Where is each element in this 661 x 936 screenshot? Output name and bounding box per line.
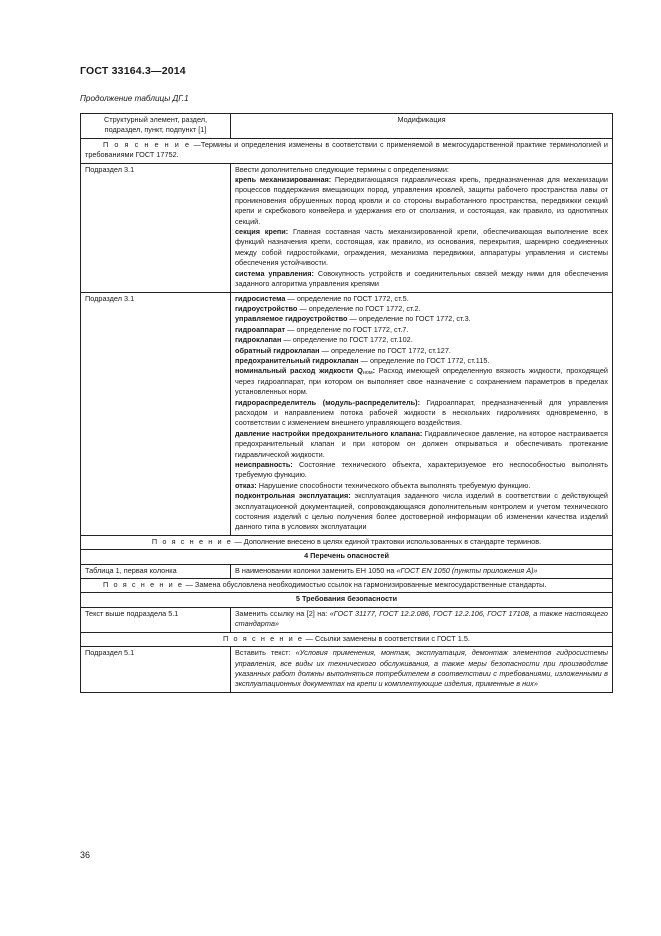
structural-element-cell: Текст выше подраздела 5.1 xyxy=(81,607,231,632)
note-cell xyxy=(81,535,613,549)
note-text: — Дополнение внесено в целях единой трактовки использованных в стандарте терминов. xyxy=(232,536,542,546)
definition: Главная составная часть механизированной крепи, обеспечивающая выполнение всех функций назначения крепи, состоящая, как правило, из основания, перекрытия, шарнирно соединенных между собой гидростойками, ограждения, механизма передвижки, аппаратуры управления и системы обеспечения устойчивости. xyxy=(235,227,608,268)
term: давление настройки предохранительного клапана: xyxy=(235,428,423,438)
note-label: П о я с н е н и е xyxy=(103,580,184,590)
definition: — определение по ГОСТ 1772, ст.115. xyxy=(358,355,490,365)
term: предохранительный гидроклапан xyxy=(235,355,359,365)
term: гидроустройство xyxy=(235,303,298,313)
note-text: —Термины и определения изменены в соответствии с применяемой в межгосударственной практике терминологией и требованиями ГОСТ 17752. xyxy=(85,139,608,160)
term-definition xyxy=(235,294,608,304)
definition: Совокупность устройств и соединительных связей между ними для обеспечения заданного алгоритма управления крепями xyxy=(235,268,608,289)
definition: — определение по ГОСТ 1772, ст.127. xyxy=(319,345,451,355)
table-header-row xyxy=(81,114,613,139)
page-number: 36 xyxy=(80,850,91,860)
term-subscript: ном xyxy=(362,370,373,377)
term-definition xyxy=(235,269,608,290)
structural-element-cell: Подраздел 5.1 xyxy=(81,647,231,693)
modification-cell xyxy=(231,647,613,693)
note-cell xyxy=(81,632,613,646)
definition: — определение по ГОСТ 1772, ст.7. xyxy=(285,324,409,334)
definition: — определение по ГОСТ 1772, ст.3. xyxy=(347,314,471,324)
document-title: ГОСТ 33164.3—2014 xyxy=(80,65,186,77)
table-row xyxy=(81,163,613,292)
term-definition xyxy=(235,314,608,324)
modification-text: Вставить текст: xyxy=(235,648,296,658)
term-definition xyxy=(235,304,608,314)
term: отказ: xyxy=(235,480,257,490)
modification-cell xyxy=(231,564,613,578)
modification-quote: «ГОСТ 31177, ГОСТ 12.2.086, ГОСТ 12.2.106, ГОСТ 17108, а также настоящего стандарта» xyxy=(235,608,608,629)
note-row xyxy=(81,579,613,593)
note-cell xyxy=(81,138,613,163)
term: система управления: xyxy=(235,268,314,278)
table-row xyxy=(81,564,613,578)
term: подконтрольная эксплуатация: xyxy=(235,491,351,501)
modification-text: В наименовании колонки заменить ЕН 1050 на xyxy=(235,565,397,575)
term-definition xyxy=(235,366,608,397)
term: гидросистема xyxy=(235,293,286,303)
definition: Передвигающаяся гидравлическая крепь, предназначенная для механизации процессов поддержания вмещающих пород, управления кровлей, защиты рабочего пространства лавы от проникновения обрушенных пород кровли и со стороны выработанного пространства, передвижки секций крепи и скребкового конвейера и удержания его от сползания, и состоящая, как правило, из однотипных секций. xyxy=(235,175,608,226)
note-row xyxy=(81,535,613,549)
note-text: — Ссылки заменены в соответствии с ГОСТ 1.5. xyxy=(303,633,470,643)
term-definition xyxy=(235,335,608,345)
term-definition xyxy=(235,346,608,356)
definition: — определение по ГОСТ 1772, ст.102. xyxy=(281,335,413,345)
note-label: П о я с н е н и е xyxy=(151,536,233,546)
modification-cell xyxy=(231,163,613,292)
table-row xyxy=(81,647,613,693)
modification-cell xyxy=(231,607,613,632)
structural-element-cell: Подраздел 3.1 xyxy=(81,292,231,535)
term: номинальный расход жидкости Q xyxy=(235,366,363,376)
term-definition xyxy=(235,429,608,460)
note-row xyxy=(81,138,613,163)
term-colon: : xyxy=(372,366,376,376)
definition: Гидроаппарат, предназначенный для управления расходом и направлением потока рабочей жидкости в нескольких гидролиниях одновременно, в соответствии с изменением внешнего управляющего воздействия. xyxy=(235,397,608,428)
term-definition xyxy=(235,491,608,533)
term: секция крепи: xyxy=(235,227,289,237)
definition: Нарушение способности технического объекта выполнять требуемую функцию. xyxy=(256,480,531,490)
modification-table xyxy=(80,113,613,693)
note-label: П о я с н е н и е xyxy=(223,633,304,643)
term: крепь механизированная: xyxy=(235,175,332,185)
term-definition xyxy=(235,325,608,335)
term: неисправность: xyxy=(235,460,293,469)
modification-quote: «ГОСТ EN 1050 (пункты приложения А)» xyxy=(396,565,538,575)
modification-text: Заменить ссылку на [2] на: xyxy=(235,608,330,618)
definition: Гидравлическое давление, на которое настраивается предохранительный клапан и при котором он должен открываться и обеспечивать протекание гидравлической жидкости. xyxy=(235,428,608,459)
structural-element-cell: Подраздел 3.1 xyxy=(81,163,231,292)
term-definition xyxy=(235,481,608,491)
note-text: — Замена обусловлена необходимостью ссылок на гармонизированные межгосударственные стандарты. xyxy=(183,580,547,590)
section-heading-row xyxy=(81,550,613,564)
col1-header: Структурный элемент, раздел, подраздел, пункт, подпункт [1] xyxy=(81,114,231,139)
table-row xyxy=(81,607,613,632)
definition: Состояние технического объекта, характеризуемое его неспособностью выполнять требуемую функцию. xyxy=(235,460,608,480)
col2-header: Модификация xyxy=(231,114,613,139)
definition: эксплуатация заданного числа изделий в соответствии с действующей эксплуатационной документацией, сопровождающаяся дополнительным контролем и учетом технического состояния изделий с целью получения более достоверной информации об изменении качества изделий данного типа в условиях эксплуатации xyxy=(235,491,608,532)
term: гидроклапан xyxy=(235,335,282,345)
intro-text: Ввести дополнительно следующие термины с определениями: xyxy=(235,164,449,174)
table-continuation-caption: Продолжение таблицы ДГ.1 xyxy=(80,94,189,103)
section-heading: 5 Требования безопасности xyxy=(81,593,613,607)
note-label: П о я с н е н и е xyxy=(103,139,191,149)
section-heading: 4 Перечень опасностей xyxy=(81,550,613,564)
note-cell xyxy=(81,579,613,593)
modification-cell xyxy=(231,292,613,535)
section-heading-row xyxy=(81,593,613,607)
term-definition xyxy=(235,227,608,269)
definition: — определение по ГОСТ 1772, ст.5. xyxy=(285,293,409,303)
term: управляемое гидроустройство xyxy=(235,314,348,324)
term: гидрораспределитель (модуль-распределитель): xyxy=(235,397,421,407)
modification-quote: «Условия применения, монтаж, эксплуатация, демонтаж элементов гидросистемы управления, все виды их технического обслуживания, а также меры безопасности при производстве указанных работ должны выполняться потребителем в соответствии с требованиями, изложенными в эксплуатационных документах на крепи и комплектующие изделия, применные в них» xyxy=(235,648,608,689)
definition: Расход имеющей определенную вязкость жидкости, проходящей через гидроаппарат, при котором он выполняет свое назначение с сохранением параметров в пределах установленных норм. xyxy=(235,366,608,397)
term-definition xyxy=(235,175,608,227)
term-definition xyxy=(235,398,608,429)
table-row xyxy=(81,292,613,535)
definition: — определение по ГОСТ 1772, ст.2. xyxy=(297,303,421,313)
note-row xyxy=(81,632,613,646)
term-definition xyxy=(235,356,608,366)
structural-element-cell: Таблица 1, первая колонка xyxy=(81,564,231,578)
term: гидроаппарат xyxy=(235,324,286,334)
term: обратный гидроклапан xyxy=(235,345,320,355)
term-definition xyxy=(235,460,608,481)
